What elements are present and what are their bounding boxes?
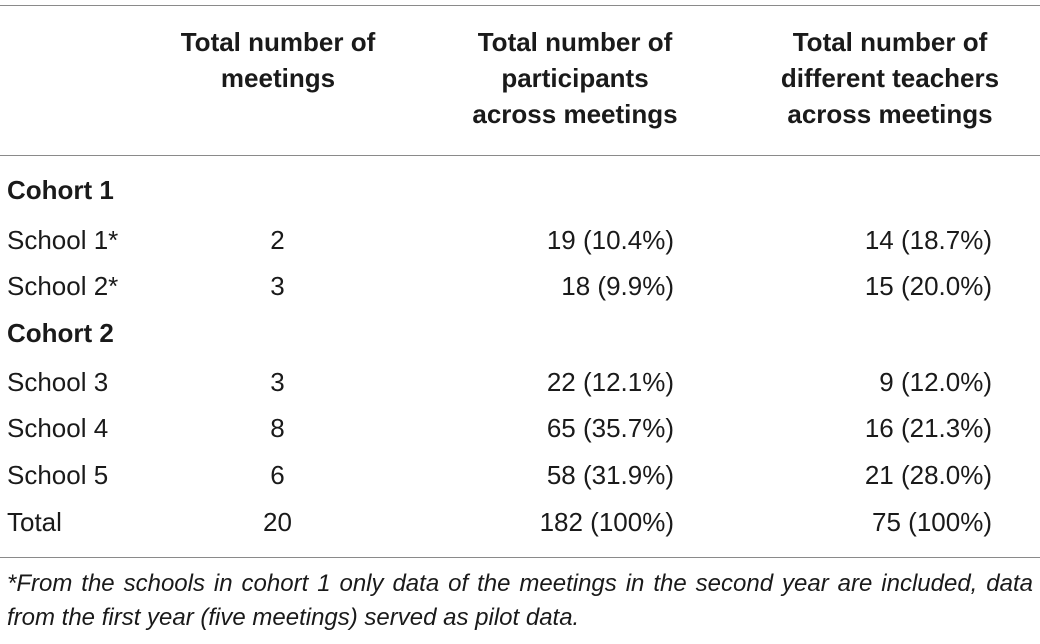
table-row-school-1 xyxy=(0,220,1040,260)
meetings-cell: 20 xyxy=(263,507,292,537)
participants-cell: 18 (9.9%) xyxy=(561,271,674,301)
meetings-cell: 3 xyxy=(270,271,285,301)
meetings-cell: 8 xyxy=(270,413,285,443)
table-bottom-rule xyxy=(0,557,1040,558)
table-row-cohort-1 xyxy=(0,170,1040,210)
row-label: School 4 xyxy=(7,413,109,443)
meetings-cell: 2 xyxy=(270,225,285,255)
teachers-cell: 14 (18.7%) xyxy=(864,225,992,255)
row-label: School 5 xyxy=(7,460,109,490)
table-row-school-2 xyxy=(0,266,1040,306)
participants-cell: 182 (100%) xyxy=(539,507,674,537)
row-label: School 3 xyxy=(7,367,109,397)
table-row-school-3 xyxy=(0,362,1040,402)
participants-cell: 58 (31.9%) xyxy=(546,460,674,490)
table-row-cohort-2 xyxy=(0,313,1040,353)
table-row-total xyxy=(0,502,1040,542)
meetings-cell: 3 xyxy=(270,367,285,397)
header-total-participants: Total number of participants across meetings xyxy=(472,27,678,129)
teachers-cell: 16 (21.3%) xyxy=(864,413,992,443)
participants-cell: 22 (12.1%) xyxy=(546,367,674,397)
cohort-label: Cohort 2 xyxy=(7,318,114,348)
table-top-rule xyxy=(0,5,1040,6)
row-label: Total xyxy=(7,507,62,537)
row-label: School 1* xyxy=(7,225,119,255)
table-footnote: *From the schools in cohort 1 only data of the meetings in the second year are included, data from the first year (five meetings) served as pilot data. xyxy=(7,570,1033,631)
teachers-cell: 9 (12.0%) xyxy=(879,367,992,397)
table-row-school-4 xyxy=(0,408,1040,448)
participants-cell: 65 (35.7%) xyxy=(546,413,674,443)
participants-cell: 19 (10.4%) xyxy=(546,225,674,255)
cohort-label: Cohort 1 xyxy=(7,175,114,205)
row-label: School 2* xyxy=(7,271,119,301)
header-total-meetings: Total number of meetings xyxy=(180,27,376,93)
header-total-teachers: Total number of different teachers across meetings xyxy=(780,27,1000,129)
teachers-cell: 21 (28.0%) xyxy=(864,460,992,490)
meetings-cell: 6 xyxy=(270,460,285,490)
teachers-cell: 75 (100%) xyxy=(872,507,992,537)
header-rule xyxy=(0,155,1040,156)
teachers-cell: 15 (20.0%) xyxy=(864,271,992,301)
table-row-school-5 xyxy=(0,455,1040,495)
